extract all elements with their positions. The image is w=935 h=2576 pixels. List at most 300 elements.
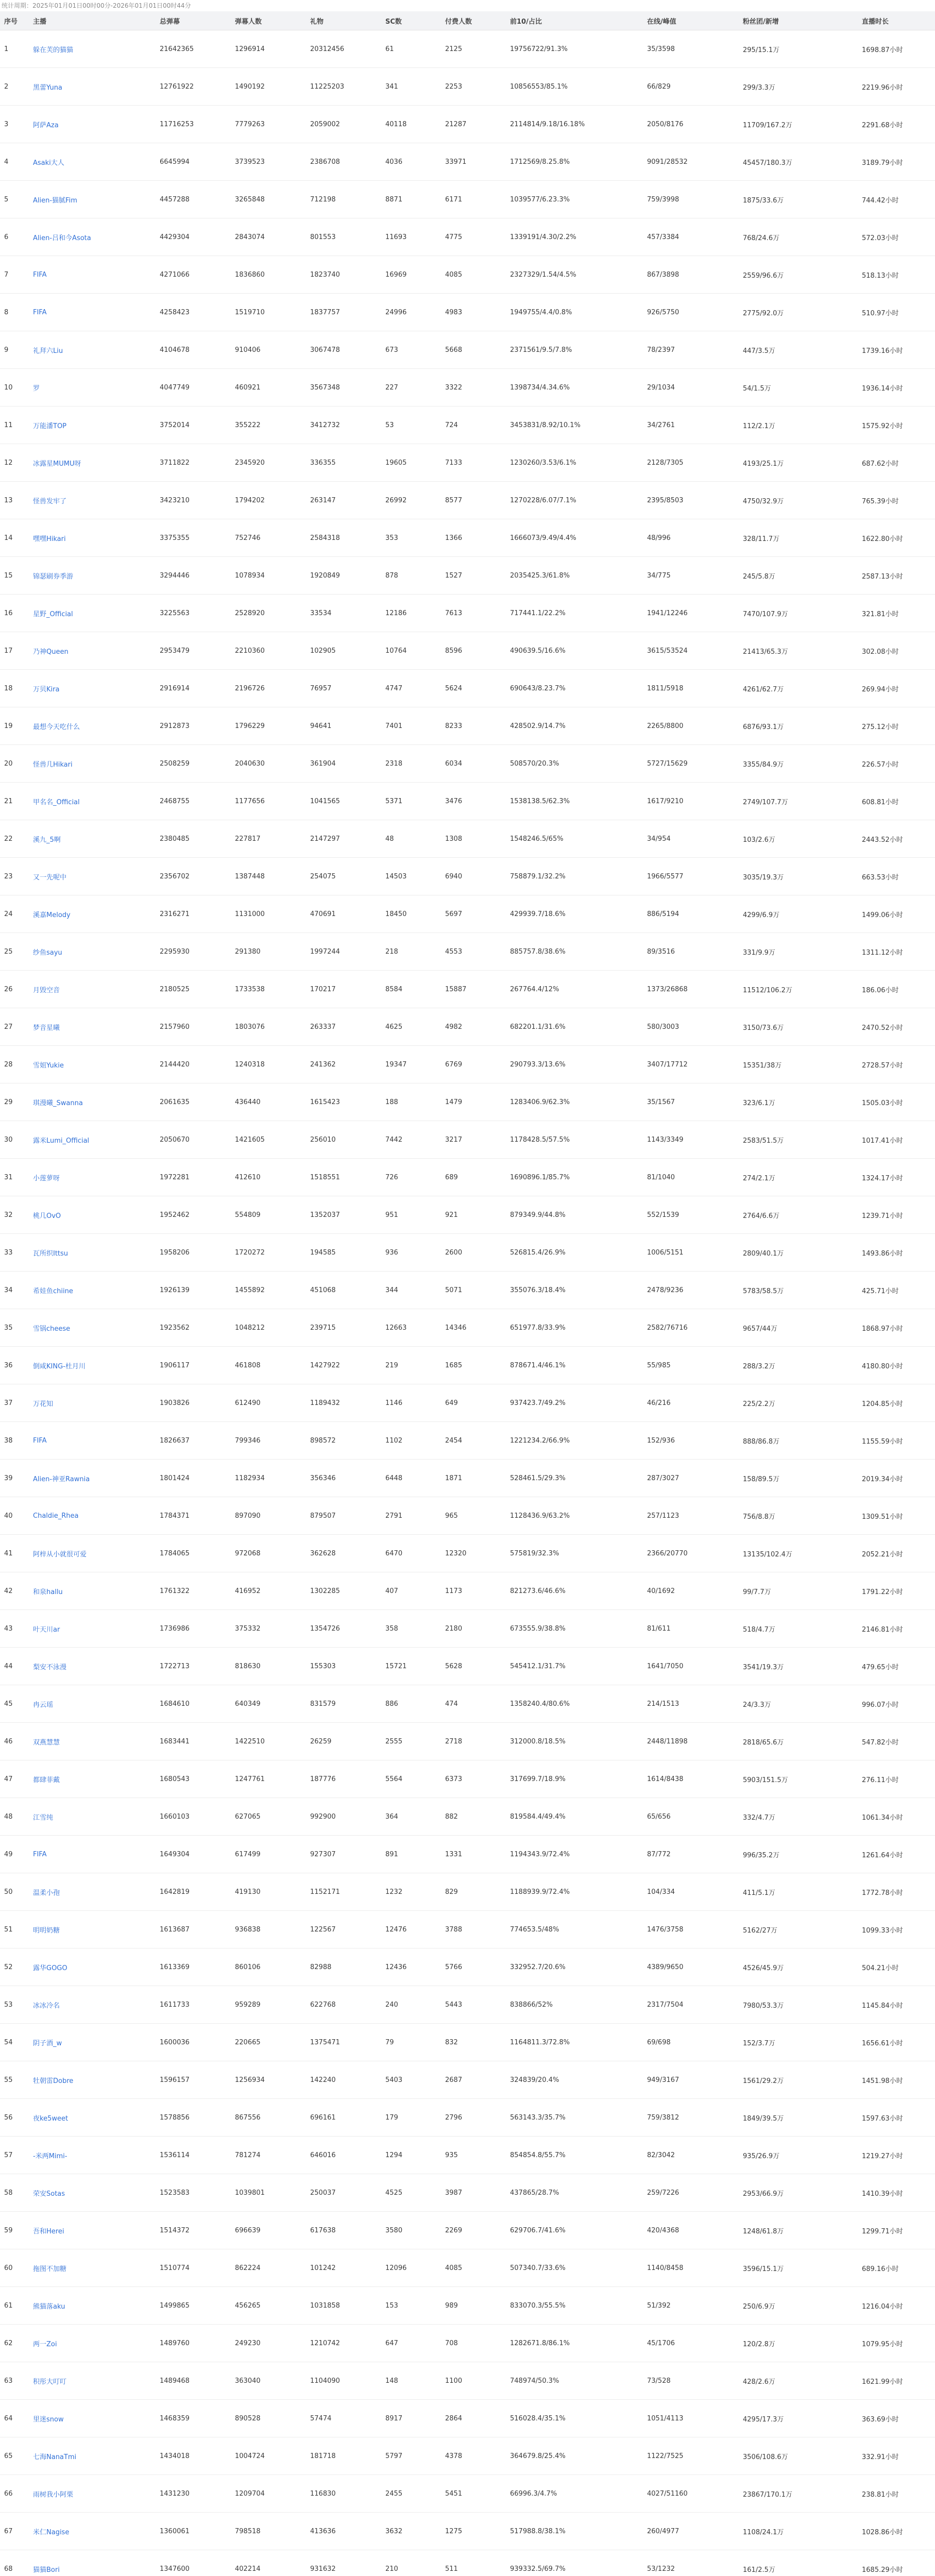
cell-payers: 882 [445,1812,458,1821]
header-anchor[interactable]: 主播 [29,11,156,30]
cell-gift: 1210742 [310,2339,340,2347]
cell-duration: 2470.52小时 [862,1024,903,1032]
cell-online-peak: 759/3998 [647,195,679,204]
cell-gift: 1041565 [310,797,340,805]
table-row[interactable] [0,1234,935,1272]
table-row[interactable] [0,331,935,369]
cell-payers: 5443 [445,2001,463,2009]
cell-top10-ratio: 526815.4/26.9% [510,1248,566,1257]
table-row[interactable] [0,1497,935,1535]
cell-anchor[interactable]: 双燕慧慧 [33,1738,60,1747]
table-row[interactable] [0,632,935,670]
cell-fans-new: 2749/107.7万 [743,798,788,806]
table-row[interactable] [0,1272,935,1309]
table-row[interactable] [0,106,935,143]
cell-top10-ratio: 1221234.2/66.9% [510,1436,570,1445]
cell-danmaku-users: 1836860 [235,270,265,279]
cell-anchor[interactable]: 两一Zoi [33,2340,57,2348]
cell-anchor[interactable]: 里迷snow [33,2415,64,2424]
cell-online-peak: 3615/53524 [647,647,688,655]
cell-anchor[interactable]: 甲名名_Official [33,798,80,806]
cell-danmaku: 4271066 [160,270,190,279]
table-row[interactable] [0,670,935,707]
streamer-ranking-table [0,11,935,2576]
table-row[interactable] [0,820,935,858]
cell-sc: 12436 [385,1963,407,1971]
cell-top10-ratio: 879349.9/44.8% [510,1211,566,1219]
cell-top10-ratio: 629706.7/41.6% [510,2226,566,2234]
cell-duration: 1936.14小时 [862,384,903,393]
cell-fans-new: 2818/65.6万 [743,1738,784,1747]
cell-anchor[interactable]: Chaldie_Rhea [33,1512,79,1520]
table-row[interactable] [0,1008,935,1046]
cell-anchor[interactable]: 希娃鱼chiine [33,1287,73,1295]
cell-duration: 1505.03小时 [862,1099,903,1107]
table-row[interactable] [0,1083,935,1121]
table-row[interactable] [0,1723,935,1760]
cell-rank: 27 [4,1023,13,1031]
cell-anchor[interactable]: 都肆菲戴 [33,1776,60,1784]
cell-payers: 829 [445,1888,458,1896]
cell-fans-new: 756/8.8万 [743,1513,775,1521]
cell-rank: 12 [4,459,13,467]
table-row[interactable] [0,218,935,256]
table-row[interactable] [0,933,935,971]
cell-anchor[interactable]: 罗 [33,384,40,393]
cell-online-peak: 81/1040 [647,1173,675,1181]
table-row[interactable] [0,256,935,294]
cell-danmaku-users: 640349 [235,1700,261,1708]
cell-anchor[interactable]: FIFA [33,308,47,316]
cell-anchor[interactable]: 溪嘉Melody [33,911,71,919]
cell-gift: 3067478 [310,346,340,354]
table-row[interactable] [0,181,935,218]
cell-danmaku-users: 2040630 [235,759,265,768]
cell-anchor[interactable]: 又一先呢中 [33,873,67,882]
cell-anchor[interactable]: 明明奶糖 [33,1926,60,1935]
table-row[interactable] [0,2550,935,2576]
table-row[interactable] [0,1572,935,1610]
cell-gift: 362628 [310,1549,336,1557]
cell-duration: 1311.12小时 [862,948,903,957]
cell-rank: 55 [4,2076,13,2084]
cell-anchor[interactable]: 怪兽几Hikari [33,760,73,769]
cell-sc: 1102 [385,1436,403,1445]
cell-rank: 62 [4,2339,13,2347]
cell-sc: 16969 [385,270,407,279]
cell-danmaku: 1784371 [160,1512,190,1520]
table-row[interactable] [0,2400,935,2437]
table-row[interactable] [0,1196,935,1234]
cell-anchor[interactable]: Alien-吕和今Asota [33,234,91,242]
table-row[interactable] [0,1798,935,1836]
cell-danmaku: 2953479 [160,647,190,655]
cell-top10-ratio: 885757.8/38.6% [510,947,566,956]
table-row[interactable] [0,1873,935,1911]
cell-duration: 1099.33小时 [862,1926,903,1935]
cell-sc: 24996 [385,308,407,316]
cell-anchor[interactable]: -米两Mimi- [33,2152,67,2160]
cell-online-peak: 2366/20770 [647,1549,688,1557]
cell-danmaku: 1826637 [160,1436,190,1445]
cell-anchor[interactable]: 米仁Nagise [33,2528,70,2536]
cell-anchor[interactable]: 瓦所织Ittsu [33,1249,69,1258]
cell-rank: 48 [4,1812,13,1821]
cell-fans-new: 1875/33.6万 [743,196,784,205]
table-row[interactable] [0,2475,935,2513]
cell-anchor[interactable]: FIFA [33,270,47,279]
cell-anchor[interactable]: 温柔小孢 [33,1889,60,1897]
header-fans-new[interactable]: 粉丝团/新增 [739,11,858,30]
cell-anchor[interactable]: 叶天川ar [33,1625,60,1634]
cell-danmaku-users: 436440 [235,1098,261,1106]
table-row[interactable] [0,2513,935,2550]
cell-sc: 19605 [385,459,407,467]
cell-sc: 219 [385,1361,398,1369]
cell-online-peak: 1373/26868 [647,985,688,993]
table-row[interactable] [0,2212,935,2249]
cell-rank: 46 [4,1737,13,1745]
cell-danmaku: 1923562 [160,1324,190,1332]
cell-fans-new: 996/35.2万 [743,1851,780,1859]
header-payers[interactable]: 付费人数 [441,11,506,30]
cell-gift: 712198 [310,195,336,204]
table-body [0,30,935,2576]
cell-fans-new: 152/3.7万 [743,2039,775,2047]
table-row[interactable] [0,2174,935,2212]
table-row[interactable] [0,1760,935,1798]
cell-payers: 2125 [445,45,463,53]
cell-top10-ratio: 364679.8/25.4% [510,2452,566,2460]
table-row[interactable] [0,745,935,783]
cell-rank: 45 [4,1700,13,1708]
table-row[interactable] [0,1836,935,1873]
cell-sc: 79 [385,2038,394,2046]
cell-danmaku: 1683441 [160,1737,190,1745]
cell-online-peak: 867/3898 [647,270,679,279]
cell-top10-ratio: 290793.3/13.6% [510,1060,566,1069]
cell-danmaku: 1958206 [160,1248,190,1257]
cell-payers: 6373 [445,1775,463,1783]
cell-fans-new: 13135/102.4万 [743,1550,792,1558]
cell-anchor[interactable]: 雪姐Yukie [33,1061,64,1070]
cell-gift: 254075 [310,872,336,880]
cell-anchor[interactable]: 怪兽发牢了 [33,497,67,505]
table-row[interactable] [0,1046,935,1083]
cell-anchor[interactable]: 江雪纯 [33,1814,54,1822]
cell-fans-new: 2953/66.9万 [743,2190,784,2198]
cell-fans-new: 161/2.5万 [743,2566,775,2574]
cell-anchor[interactable]: 小莲萝呀 [33,1174,60,1182]
cell-payers: 8577 [445,496,463,504]
cell-anchor[interactable]: 露华GOGO [33,1964,67,1972]
table-row[interactable] [0,1986,935,2024]
cell-anchor[interactable]: 阿梓从小就很可爱 [33,1550,87,1558]
cell-sc: 10764 [385,647,407,655]
cell-duration: 479.65小时 [862,1663,899,1671]
table-row[interactable] [0,2137,935,2174]
cell-fans-new: 299/3.3万 [743,83,775,92]
cell-danmaku-users: 419130 [235,1888,261,1896]
cell-anchor[interactable]: 琪漫曦_Swanna [33,1099,83,1107]
table-row[interactable] [0,143,935,181]
cell-rank: 7 [4,270,9,279]
cell-anchor[interactable]: 积彤大叮叮 [33,2378,67,2386]
header-danmaku[interactable]: 总弹幕 [156,11,231,30]
header-danmaku-users[interactable]: 弹幕人数 [231,11,306,30]
cell-gift: 1031858 [310,2301,340,2310]
cell-top10-ratio: 2371561/9.5/7.8% [510,346,572,354]
cell-anchor[interactable]: 黑蕾Yuna [33,83,62,92]
cell-anchor[interactable]: 倒咸KING-杜月川 [33,1362,86,1370]
cell-gift: 1189432 [310,1399,340,1407]
cell-danmaku-users: 781274 [235,2151,261,2159]
cell-danmaku-users: 1733538 [235,985,265,993]
cell-anchor[interactable]: 溪九_5啊 [33,836,61,844]
cell-fans-new: 935/26.9万 [743,2152,780,2160]
cell-duration: 608.81小时 [862,798,899,806]
header-rank[interactable]: 序号 [0,11,29,30]
cell-fans-new: 4299/6.9万 [743,911,780,919]
cell-rank: 56 [4,2113,13,2122]
header-online-peak[interactable]: 在线/峰值 [643,11,739,30]
cell-fans-new: 2764/6.6万 [743,1212,780,1220]
cell-danmaku-users: 1422510 [235,1737,265,1745]
cell-sc: 12096 [385,2264,407,2272]
cell-anchor[interactable]: 万花知 [33,1400,54,1408]
table-row[interactable] [0,1309,935,1347]
cell-danmaku: 1510774 [160,2264,190,2272]
cell-anchor[interactable]: 阴子酒_w [33,2039,62,2047]
cell-payers: 5071 [445,1286,463,1294]
cell-fans-new: 2775/92.0万 [743,309,784,317]
cell-online-peak: 82/3042 [647,2151,675,2159]
table-row[interactable] [0,30,935,68]
cell-anchor[interactable]: FIFA [33,1436,47,1445]
table-row[interactable] [0,595,935,632]
cell-fans-new: 24/3.3万 [743,1701,771,1709]
cell-payers: 708 [445,2339,458,2347]
cell-anchor[interactable]: 拖图不加糖 [33,2265,67,2273]
table-row[interactable] [0,1610,935,1648]
cell-payers: 935 [445,2151,458,2159]
cell-rank: 63 [4,2377,13,2385]
cell-duration: 1145.84小时 [862,2002,903,2010]
cell-online-peak: 287/3027 [647,1474,679,1482]
cell-danmaku: 1736986 [160,1624,190,1633]
cell-anchor[interactable]: 荣安Sotas [33,2190,65,2198]
cell-gift: 992900 [310,1812,336,1821]
cell-danmaku-users: 1794202 [235,496,265,504]
cell-fans-new: 7470/107.9万 [743,610,788,618]
table-row[interactable] [0,858,935,895]
table-row[interactable] [0,2099,935,2137]
cell-anchor[interactable]: Alien-神亚Rawnia [33,1475,90,1483]
cell-fans-new: 2559/96.6万 [743,272,784,280]
cell-anchor[interactable]: 乃神Queen [33,648,69,656]
cell-danmaku: 12761922 [160,82,194,91]
cell-anchor[interactable]: 纱鱼sayu [33,948,62,957]
table-row[interactable] [0,68,935,106]
cell-payers: 2253 [445,82,463,91]
cell-online-peak: 1476/3758 [647,1925,684,1934]
table-row[interactable] [0,1685,935,1723]
table-row[interactable] [0,1535,935,1572]
cell-sc: 19347 [385,1060,407,1069]
cell-sc: 40118 [385,120,407,128]
cell-anchor[interactable]: 和泉hallu [33,1588,63,1596]
cell-anchor[interactable]: 躲在芙的猫猫 [33,46,74,54]
cell-danmaku: 1684610 [160,1700,190,1708]
cell-fans-new: 99/7.7万 [743,1588,771,1596]
cell-anchor[interactable]: 七海NanaTmi [33,2453,77,2461]
cell-top10-ratio: 854854.8/55.7% [510,2151,566,2159]
cell-danmaku-users: 1177656 [235,797,265,805]
table-row[interactable] [0,2325,935,2362]
cell-top10-ratio: 3453831/8.92/10.1% [510,421,581,429]
cell-anchor[interactable]: 雪锅cheese [33,1325,71,1333]
table-row[interactable] [0,519,935,557]
table-row[interactable] [0,895,935,933]
cell-anchor[interactable]: 嘿嘿Hikari [33,535,66,543]
header-duration[interactable]: 直播时长 [858,11,935,30]
cell-top10-ratio: 332952.7/20.6% [510,1963,566,1971]
cell-payers: 5697 [445,910,463,918]
cell-anchor[interactable]: FIFA [33,1850,47,1858]
cell-danmaku-users: 972068 [235,1549,261,1557]
cell-sc: 2555 [385,1737,403,1745]
cell-fans-new: 3355/84.9万 [743,760,784,769]
cell-rank: 44 [4,1662,13,1670]
cell-online-peak: 152/936 [647,1436,675,1445]
cell-payers: 5766 [445,1963,463,1971]
cell-rank: 65 [4,2452,13,2460]
cell-anchor[interactable]: 锦瑟刷券季游 [33,572,74,581]
cell-danmaku-users: 416952 [235,1587,261,1595]
table-row[interactable] [0,2024,935,2061]
table-row[interactable] [0,783,935,820]
cell-rank: 15 [4,571,13,580]
cell-fans-new: 120/2.8万 [743,2340,775,2348]
cell-anchor[interactable]: 夜ke5weet [33,2114,69,2123]
table-row[interactable] [0,1347,935,1384]
cell-rank: 18 [4,684,13,692]
cell-gift: 617638 [310,2226,336,2234]
cell-rank: 67 [4,2527,13,2535]
cell-rank: 34 [4,1286,13,1294]
cell-fans-new: 274/2.1万 [743,1174,775,1182]
cell-anchor[interactable]: 梨安不泳漫 [33,1663,67,1671]
table-row[interactable] [0,444,935,482]
cell-sc: 353 [385,534,398,542]
cell-anchor[interactable]: 万贝Kira [33,685,60,693]
table-row[interactable] [0,294,935,331]
cell-payers: 6940 [445,872,463,880]
cell-anchor[interactable]: 雨树我小阿栗 [33,2490,74,2499]
table-row[interactable] [0,1948,935,1986]
cell-anchor[interactable]: 猫猫Bori [33,2566,60,2574]
header-top10-ratio[interactable]: 前10/占比 [506,11,643,30]
table-row[interactable] [0,1121,935,1159]
table-row[interactable] [0,2061,935,2099]
cell-top10-ratio: 1283406.9/62.3% [510,1098,570,1106]
cell-payers: 1308 [445,835,463,843]
table-row[interactable] [0,482,935,519]
cell-anchor[interactable]: 月毁空音 [33,986,60,994]
cell-rank: 6 [4,233,9,241]
cell-top10-ratio: 66996.3/4.7% [510,2489,557,2498]
cell-anchor[interactable]: 桃几OvO [33,1212,61,1220]
cell-fans-new: 4295/17.3万 [743,2415,784,2424]
table-row[interactable] [0,1384,935,1422]
cell-gift: 26259 [310,1737,332,1745]
table-row[interactable] [0,1648,935,1685]
cell-payers: 989 [445,2301,458,2310]
cell-anchor[interactable]: 冰冰冷名 [33,2002,60,2010]
cell-sc: 26992 [385,496,407,504]
cell-anchor[interactable]: Asaki大人 [33,159,64,167]
table-row[interactable] [0,369,935,406]
cell-anchor[interactable]: 吾和Herei [33,2227,64,2235]
table-row[interactable] [0,1422,935,1460]
table-row[interactable] [0,1460,935,1497]
cell-top10-ratio: 717441.1/22.2% [510,609,566,617]
table-row[interactable] [0,971,935,1008]
cell-anchor[interactable]: 万能潘TOP [33,422,67,430]
table-row[interactable] [0,2362,935,2400]
cell-anchor[interactable]: 礼拜六Liu [33,347,63,355]
cell-anchor[interactable]: 牡朝雷Dobre [33,2077,74,2085]
cell-anchor[interactable]: Alien-猫腻Fim [33,196,77,205]
cell-rank: 21 [4,797,13,805]
cell-rank: 66 [4,2489,13,2498]
cell-danmaku-users: 1131000 [235,910,265,918]
cell-anchor[interactable]: 阿萨Aza [33,121,59,129]
table-row[interactable] [0,2437,935,2475]
cell-fans-new: 518/4.7万 [743,1625,775,1634]
table-row[interactable] [0,406,935,444]
cell-online-peak: 1811/5918 [647,684,684,692]
cell-danmaku-users: 1182934 [235,1474,265,1482]
table-row[interactable] [0,2287,935,2325]
cell-danmaku-users: 456265 [235,2301,261,2310]
cell-anchor[interactable]: 熊猫落aku [33,2302,65,2311]
cell-anchor[interactable]: 星野_Official [33,610,73,618]
table-row[interactable] [0,1159,935,1196]
cell-payers: 2269 [445,2226,463,2234]
table-row[interactable] [0,557,935,595]
cell-anchor[interactable]: 最想今天吃什么 [33,723,80,731]
cell-danmaku-users: 2528920 [235,609,265,617]
cell-online-peak: 2395/8503 [647,496,684,504]
header-sc[interactable]: SC数 [381,11,441,30]
table-row[interactable] [0,707,935,745]
cell-anchor[interactable]: 冰露星MUMU呀 [33,460,81,468]
cell-top10-ratio: 1548246.5/65% [510,835,564,843]
cell-sc: 8584 [385,985,403,993]
table-row[interactable] [0,1911,935,1948]
cell-fans-new: 3541/19.3万 [743,1663,784,1671]
cell-anchor[interactable]: 梦音星曦 [33,1024,60,1032]
cell-online-peak: 69/698 [647,2038,671,2046]
table-row[interactable] [0,2249,935,2287]
cell-anchor[interactable]: 露米Lumi_Official [33,1137,90,1145]
cell-top10-ratio: 1949755/4.4/0.8% [510,308,572,316]
cell-gift: 57474 [310,2414,332,2422]
cell-anchor[interactable]: 冉云瑶 [33,1701,54,1709]
cell-gift: 94641 [310,722,332,730]
header-gift[interactable]: 礼物 [306,11,381,30]
